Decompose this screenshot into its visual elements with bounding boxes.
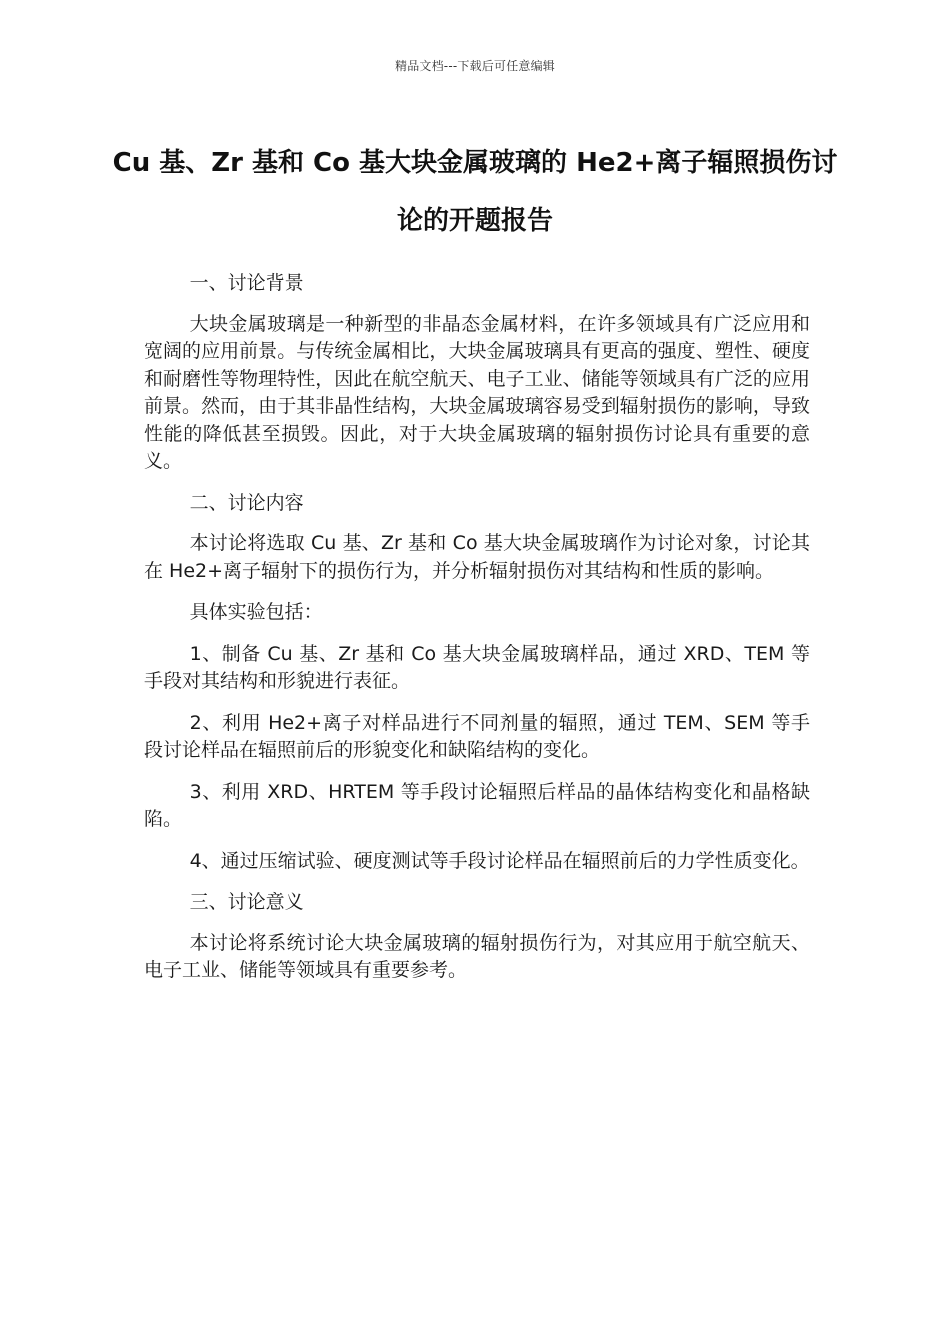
- paragraph-background: 大块金属玻璃是一种新型的非晶态金属材料，在许多领域具有广泛应用和宽阔的应用前景。与传统金属相比，大块金属玻璃具有更高的强度、塑性、硬度和耐磨性等物理特性，因此在航空航天、电子工业、储能等领域具有广泛的应用前景。然而，由于其非晶性结构，大块金属玻璃容易受到辐射损伤的影响，导致性能的降低甚至损毁。因此，对于大块金属玻璃的辐射损伤讨论具有重要的意义。: [144, 312, 810, 472]
- document-body: [144, 270, 810, 999]
- section-heading-significance: 三、讨论意义: [189, 891, 304, 913]
- section-heading-content: 二、讨论内容: [189, 491, 304, 514]
- header-note: 精品文档---下载后可任意编辑: [395, 59, 555, 73]
- paragraph-content: 本讨论将选取 Cu 基、Zr 基和 Co 基大块金属玻璃作为讨论对象，讨论其在 He2+离子辐射下的损伤行为，并分析辐射损伤对其结构和性质的影响。: [144, 532, 810, 582]
- experiment-item-1: 1、制备 Cu 基、Zr 基和 Co 基大块金属玻璃样品，通过 XRD、TEM 等手段对其结构和形貌进行表征。: [144, 642, 810, 692]
- experiment-item-3: 3、利用 XRD、HRTEM 等手段讨论辐照后样品的晶体结构变化和晶格缺陷。: [144, 780, 810, 830]
- paragraph-significance: 本讨论将系统讨论大块金属玻璃的辐射损伤行为，对其应用于航空航天、电子工业、储能等领域具有重要参考。: [144, 931, 810, 981]
- section-heading-background: 一、讨论背景: [189, 272, 304, 294]
- experiment-item-4: 4、通过压缩试验、硬度测试等手段讨论样品在辐照前后的力学性质变化。: [189, 849, 810, 872]
- experiments-intro: 具体实验包括：: [189, 601, 323, 623]
- experiment-item-2: 2、利用 He2+离子对样品进行不同剂量的辐照，通过 TEM、SEM 等手段讨论样品在辐照前后的形貌变化和缺陷结构的变化。: [144, 711, 810, 761]
- document-title: Cu 基、Zr 基和 Co 基大块金属玻璃的 He2+离子辐照损伤讨论的开题报告: [112, 148, 838, 236]
